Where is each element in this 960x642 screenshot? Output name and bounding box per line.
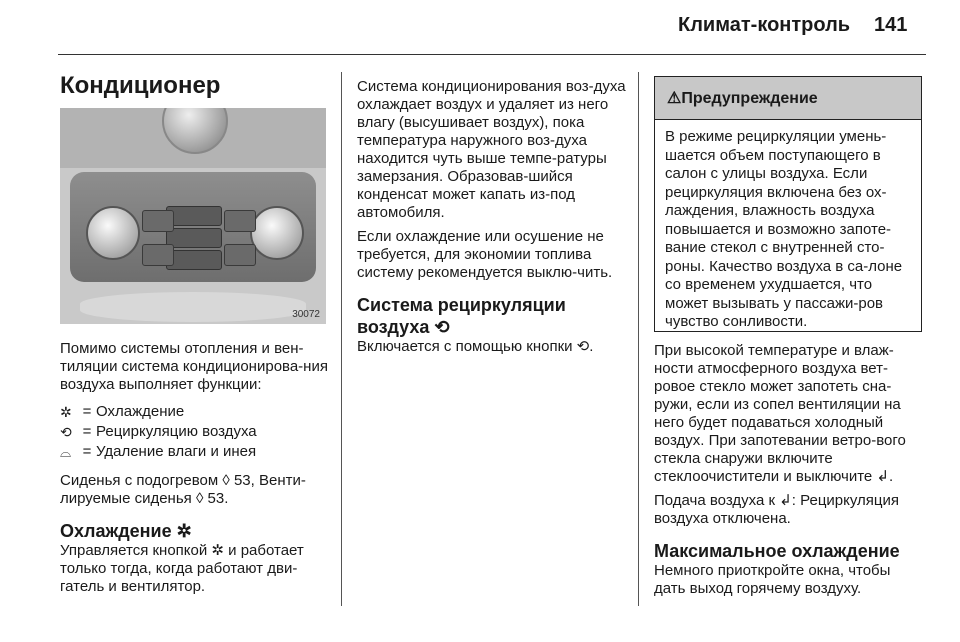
defrost-icon: ⌓ <box>60 444 72 460</box>
ac-economy-text: Если охлаждение или осушение не требуется, для экономии топлива систему рекомендуется выклю-чить. <box>357 228 613 281</box>
warning-title: ⚠Предупреждение <box>655 77 921 120</box>
list-item: ⟲ = Рециркуляцию воздуха <box>60 423 257 440</box>
middle-column <box>357 78 627 356</box>
fogging-text: При высокой температуре и влаж-ности атмосферного воздуха вет-ровое стекло может запотеть сна-ружи, если из сопел вентиляции на него будет подаваться холодный воздух. При запотевании ветро-вого стекла снаружи включите стеклоочистители и выключите ↲. <box>654 342 906 485</box>
panel-button <box>224 244 256 266</box>
header-title: Климат-контроль <box>678 14 851 36</box>
panel-button <box>166 206 222 226</box>
function-list <box>60 402 330 462</box>
climate-panel-figure <box>60 108 326 324</box>
left-column <box>60 340 330 596</box>
air-supply-text: Подача воздуха к ↲: Рециркуляция воздуха отключена. <box>654 492 900 527</box>
column-divider-1 <box>341 72 342 606</box>
warning-box <box>654 76 922 332</box>
right-column <box>654 342 924 598</box>
recirculation-icon: ⟲ <box>60 424 72 440</box>
page-number: 141 <box>874 14 908 36</box>
max-cooling-text: Немного приоткройте окна, чтобы дать выход горячему воздуху. <box>654 562 891 597</box>
intro-text: Помимо системы отопления и вен-тиляции система кондиционирова-ния воздуха выполняет функции: <box>60 340 328 393</box>
list-item: ⌓ = Удаление влаги и инея <box>60 443 257 460</box>
seats-reference: Сиденья с подогревом ◊ 53, Венти-лируемые сиденья ◊ 53. <box>60 472 306 507</box>
section-title: Кондиционер <box>60 72 221 99</box>
ac-description: Система кондиционирования воз-духа охлаждает воздух и удаляет из него влагу (высушивает воздух), пока температура наружного воз-духа находится чуть выше темпе-ратуры замерзания. Образовав-шийся конденсат может капать из-под автомобиля. <box>357 78 626 221</box>
warning-text: В режиме рециркуляции умень-шается объем поступающего в салон с улицы воздуха. Если рециркуляция включена без ох-лаждения, влажность воздуха повышается и возможно запоте-вание стекол с внутренней сто-роны. Качество воздуха в са-лоне со временем ухудшается, что может вызывать у пассажи-ров чувство сонливости. <box>665 128 903 330</box>
header-divider <box>58 54 926 55</box>
cooling-text: Управляется кнопкой ✲ и работает только тогда, когда работают дви-гатель и вентилятор. <box>60 542 304 595</box>
right-knob <box>250 206 304 260</box>
cooling-heading: Охлаждение ✲ <box>60 521 192 541</box>
panel-button <box>166 228 222 248</box>
recirculation-text: Включается с помощью кнопки ⟲. <box>357 338 594 355</box>
figure-number: 30072 <box>292 309 320 320</box>
recirculation-heading: Система рециркуляции воздуха ⟲ <box>357 295 566 337</box>
snowflake-icon: ✲ <box>60 404 72 420</box>
panel-button <box>142 210 174 232</box>
column-divider-2 <box>638 72 639 606</box>
panel-button <box>166 250 222 270</box>
panel-button <box>224 210 256 232</box>
list-item: ✲ = Охлаждение <box>60 403 185 420</box>
left-knob <box>86 206 140 260</box>
max-cooling-heading: Максимальное охлаждение <box>654 541 900 561</box>
panel-button <box>142 244 174 266</box>
